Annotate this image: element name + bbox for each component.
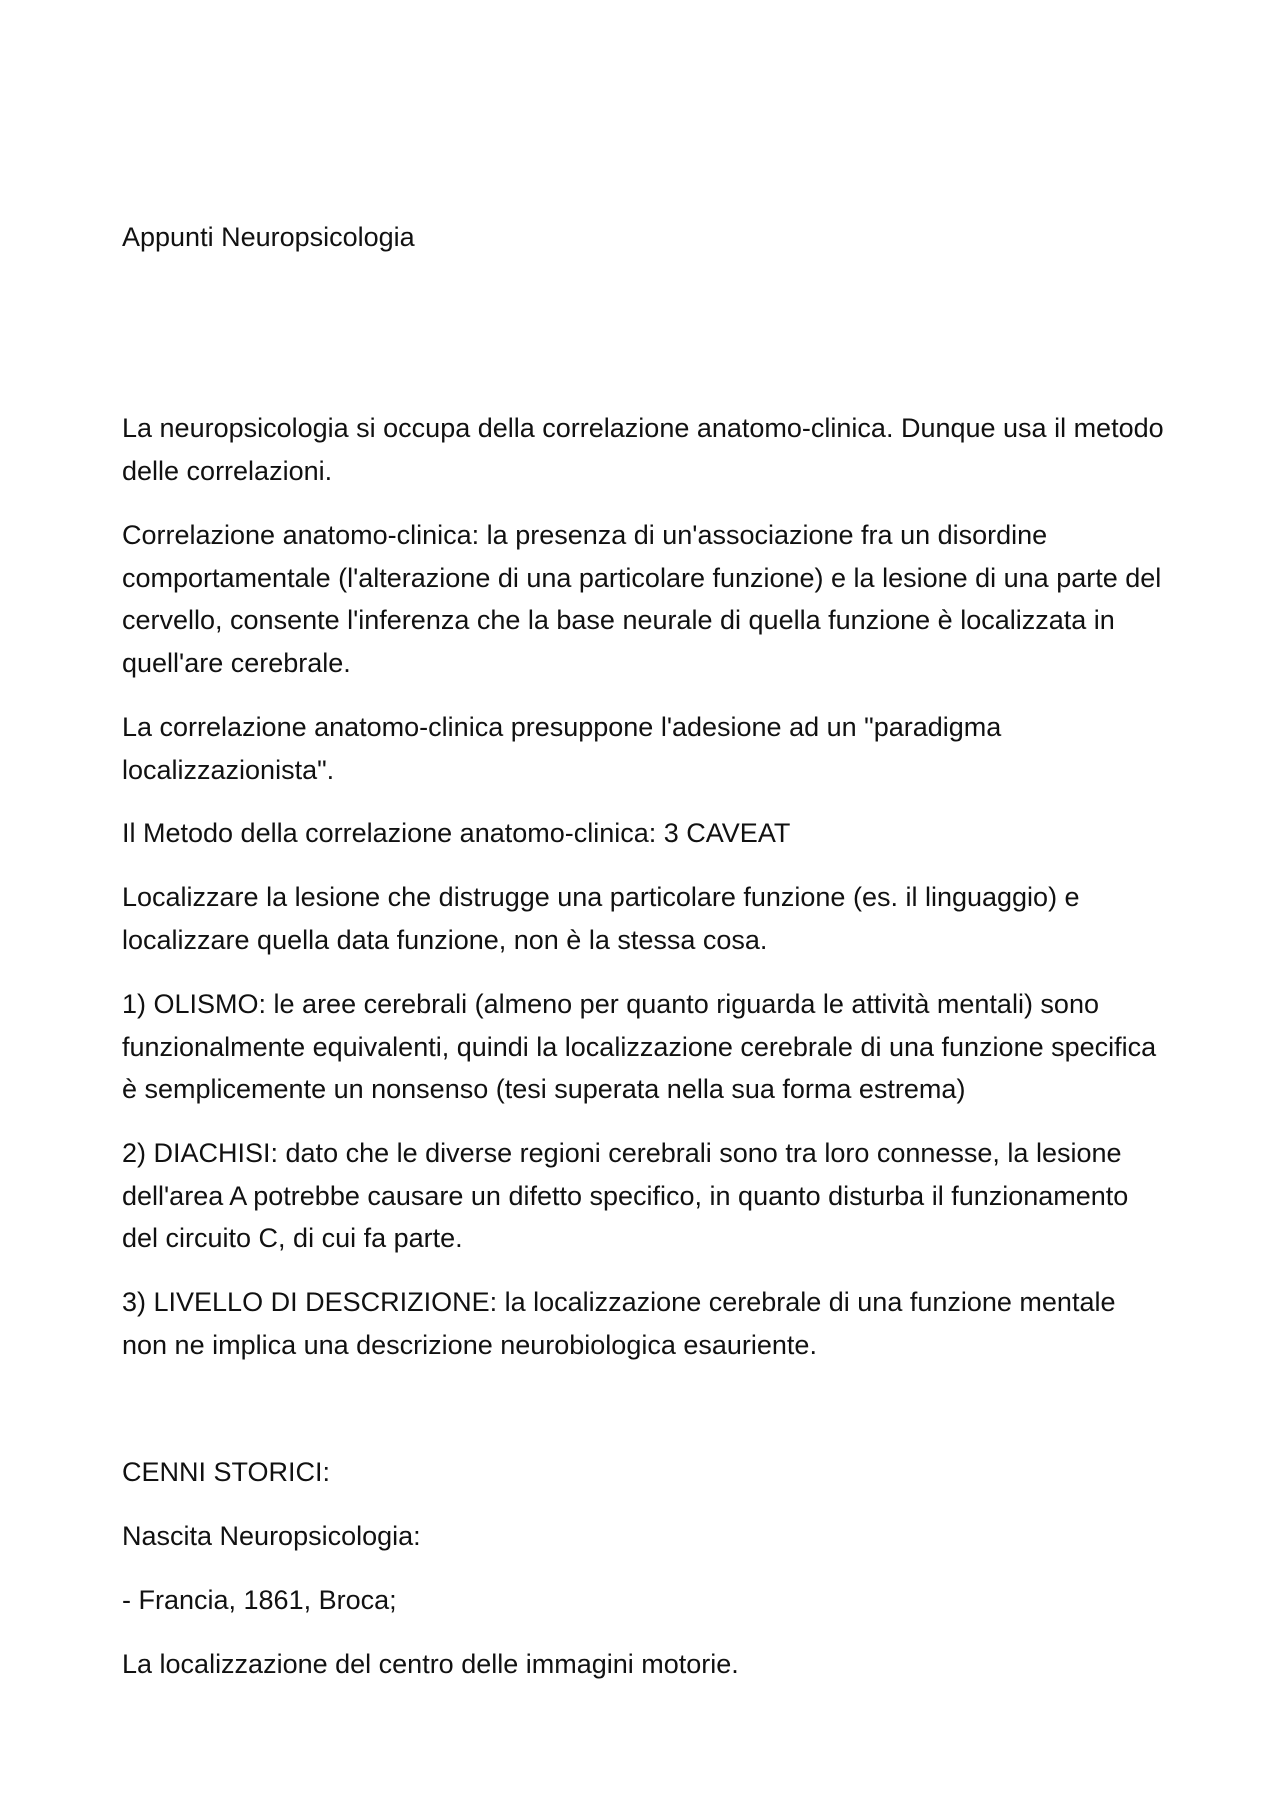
paragraph-francia-broca: - Francia, 1861, Broca; xyxy=(122,1585,397,1615)
paragraph-localizzazione-centro: La localizzazione del centro delle immagini motorie. xyxy=(122,1649,739,1679)
paragraph-olismo: 1) OLISMO: le aree cerebrali (almeno per quanto riguarda le attività mentali) sono funzionalmente equivalenti, quindi la localizzazione cerebrale di una funzione specifica è semplicemente un nonsenso (tesi superata nella sua forma estrema) xyxy=(122,989,1157,1104)
paragraph-diachisi: 2) DIACHISI: dato che le diverse regioni cerebrali sono tra loro connesse, la lesione dell'area A potrebbe causare un difetto specifico, in quanto disturba il funzionamento del circuito C, di cui fa parte. xyxy=(122,1138,1129,1253)
paragraph-correlation-definition: Correlazione anatomo-clinica: la presenza di un'associazione fra un disordine comportamentale (l'alterazione di una particolare funzione) e la lesione di una parte del cervello, consente l'inferenza che la base neurale di quella funzione è localizzata in quell'are cerebrale. xyxy=(122,520,1162,678)
paragraph-caveat-heading: Il Metodo della correlazione anatomo-clinica: 3 CAVEAT xyxy=(122,818,791,848)
paragraph-nascita: Nascita Neuropsicologia: xyxy=(122,1521,421,1551)
document-title: Appunti Neuropsicologia xyxy=(122,222,415,252)
paragraph-livello-descrizione: 3) LIVELLO DI DESCRIZIONE: la localizzazione cerebrale di una funzione mentale non ne implica una descrizione neurobiologica esauriente. xyxy=(122,1287,1116,1360)
section-heading-cenni-storici: CENNI STORICI: xyxy=(122,1457,331,1487)
paragraph-intro: La neuropsicologia si occupa della correlazione anatomo-clinica. Dunque usa il metodo delle correlazioni. xyxy=(122,413,1164,486)
paragraph-paradigm: La correlazione anatomo-clinica presuppone l'adesione ad un "paradigma localizzazionista". xyxy=(122,712,1002,785)
paragraph-localization-note: Localizzare la lesione che distrugge una particolare funzione (es. il linguaggio) e localizzare quella data funzione, non è la stessa cosa. xyxy=(122,882,1080,955)
